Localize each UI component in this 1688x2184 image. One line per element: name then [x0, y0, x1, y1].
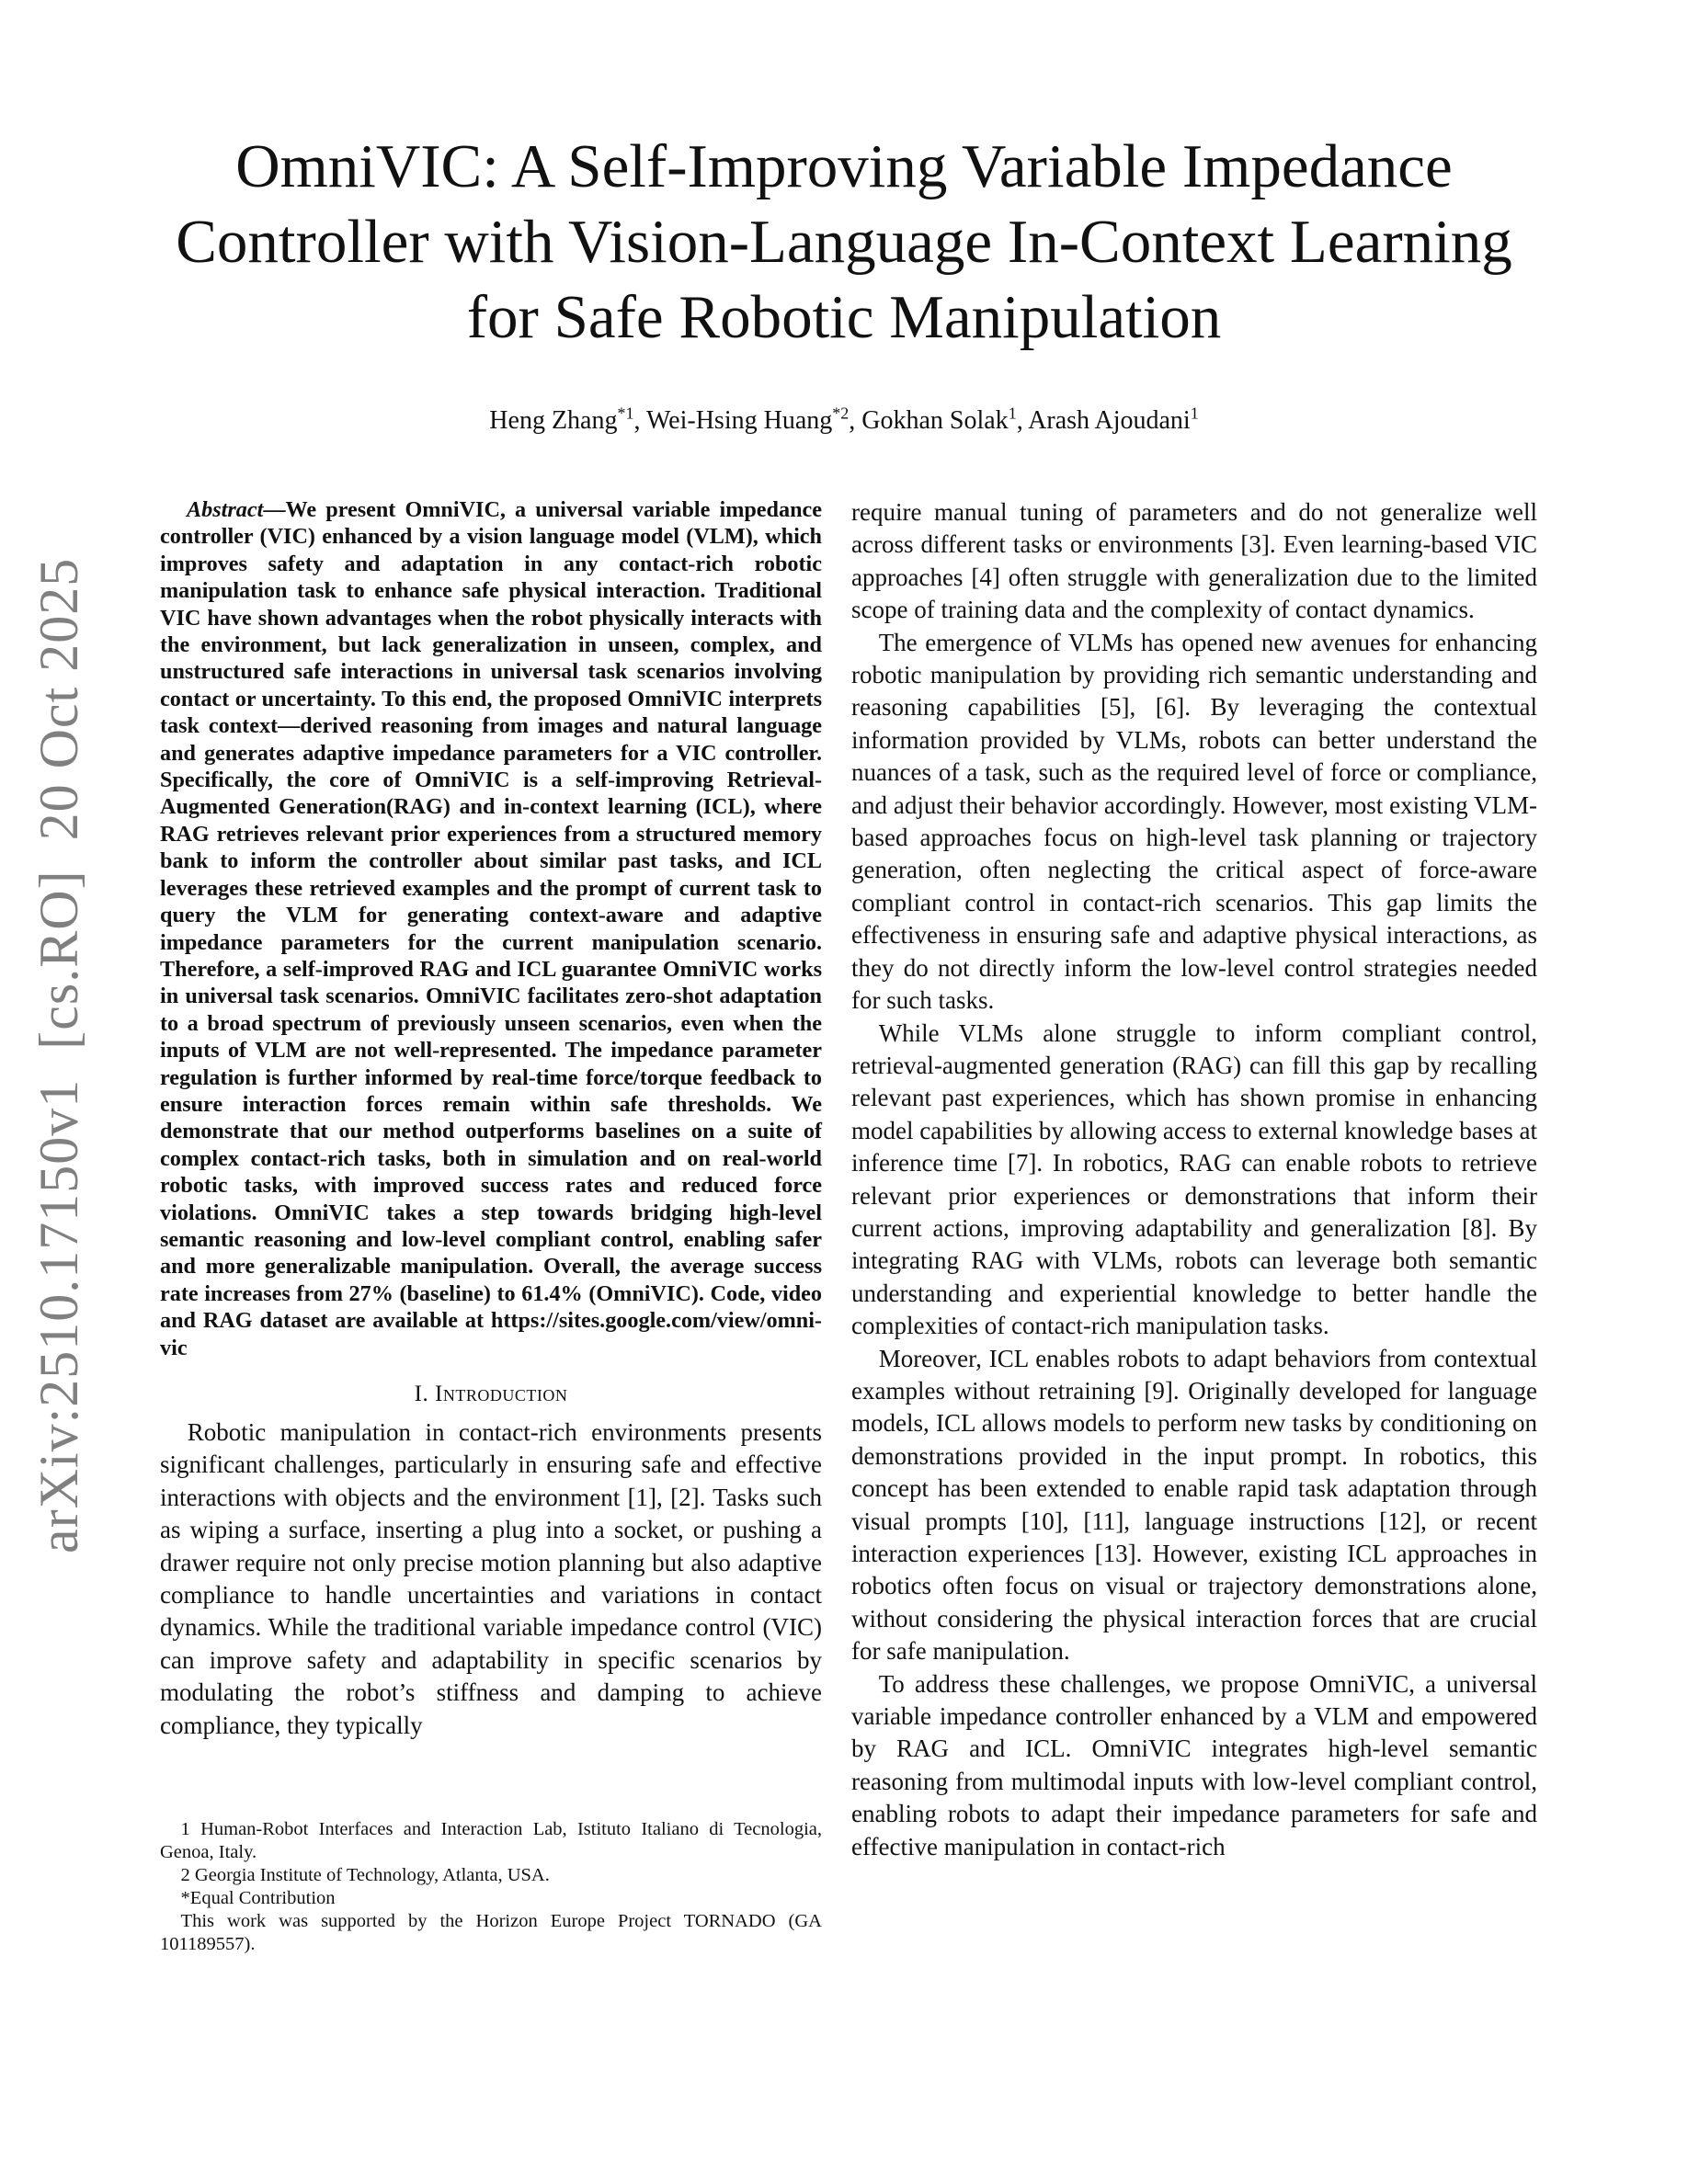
footnote: 1 Human-Robot Interfaces and Interaction Lab, Istituto Italiano di Tecnologia, Genoa, Italy. — [160, 1819, 822, 1862]
left-column — [160, 496, 822, 1742]
author: Heng Zhang$^{*1}$ — [489, 404, 634, 436]
paragraph: Moreover, ICL enables robots to adapt behaviors from contextual examples without retraining [9]. Originally developed for language models, ICL allows models to perform new tasks by conditioning on demonstrations provided in the input prompt. In robotics, this concept has been extended to enable rapid task adaptation through visual prompts [10], [11], language instructions [12], or recent interaction experiences [13]. However, existing ICL approaches in robotics often focus on visual or trajectory demonstrations alone, without considering the physical interaction forces that are crucial for safe manipulation. — [851, 1344, 1537, 1666]
abstract-label: Abstract — [187, 497, 264, 522]
paragraph: To address these challenges, we propose OmniVIC, a universal variable impedance controller enhanced by a VLM and empowered by RAG and ICL. OmniVIC integrates high-level semantic reasoning from multimodal inputs with low-level compliant control, enabling robots to adapt their impedance parameters for safe and effective manipulation in contact-rich — [851, 1669, 1537, 1860]
section-heading: I. Introduction — [414, 1382, 568, 1406]
paragraph: The emergence of VLMs has opened new avenues for enhancing robotic manipulation by providing rich semantic understanding and reasoning capabilities [5], [6]. By leveraging the contextual information provided by VLMs, robots can better understand the nuances of a task, such as the required level of force or compliance, and adjust their behavior accordingly. However, most existing VLM-based approaches focus on high-level task planning or trajectory generation, often neglecting the critical aspect of force-aware compliant control in contact-rich scenarios. This gap limits the effectiveness in ensuring safe and adaptive physical interactions, as they do not directly inform the low-level control strategies needed for such tasks. — [851, 628, 1537, 1015]
footnote: 2 Georgia Institute of Technology, Atlanta, USA. — [180, 1865, 550, 1885]
right-column — [851, 496, 1537, 1863]
paragraph: Robotic manipulation in contact-rich environments presents significant challenges, particularly in ensuring safe and effective interactions with objects and the environment [1], [2]. Tasks such as wiping a surface, inserting a plug into a socket, or pushing a drawer require not only precise motion planning but also adaptive compliance to handle uncertainties and variations in contact dynamics. While the traditional variable impedance control (VIC) can improve safety and adaptability in specific scenarios by modulating the robot’s stiffness and damping to achieve compliance, they typically — [160, 1418, 822, 1739]
abstract — [160, 496, 822, 1361]
footnote: This work was supported by the Horizon Europe Project TORNADO (GA 101189557). — [160, 1911, 822, 1954]
paragraph: require manual tuning of parameters and do not generalize well across different tasks or environments [3]. Even learning-based VIC approaches [4] often struggle with generalization due to the limited scope of training data and the complexity of contact dynamics. — [851, 498, 1537, 624]
footnote: *Equal Contribution — [180, 1888, 336, 1908]
arxiv-stamp: arXiv:2510.17150v1 [cs.RO] 20 Oct 2025 — [29, 557, 89, 1553]
author-list: Heng Zhang$^{*1}$, Wei-Hsing Huang$^{*2}$, Gokhan Solak$^1$, Arash Ajoudani$^1$ — [489, 404, 1199, 436]
author: Gokhan Solak$^1$ — [861, 404, 1017, 436]
author: Arash Ajoudani$^1$ — [1028, 404, 1199, 436]
paper-title: OmniVIC: A Self-Improving Variable Impedance Controller with Vision-Language In-Context Learning for Safe Robotic Manipulation — [176, 132, 1512, 351]
author: Wei-Hsing Huang$^{*2}$ — [645, 404, 850, 436]
footnotes — [160, 1818, 822, 1956]
paragraph: While VLMs alone struggle to inform compliant control, retrieval-augmented generation (RAG) can fill this gap by recalling relevant past experiences, which has shown promise in enhancing model capabilities by allowing access to external knowledge bases at inference time [7]. In robotics, RAG can enable robots to retrieve relevant prior experiences or demonstrations that inform their current actions, improving adaptability and generalization [8]. By integrating RAG with VLMs, robots can leverage both semantic understanding and experiential knowledge to better handle the complexities of contact-rich manipulation tasks. — [851, 1018, 1538, 1340]
abstract-text: —We present OmniVIC, a universal variable impedance controller (VIC) enhanced by a vision language model (VLM), which improves safety and adaptation in any contact-rich robotic manipulation task to enhance safe physical interaction. Traditional VIC have shown advantages when the robot physically interacts with the environment, but lack generalization in unseen, complex, and unstructured safe interactions in universal task scenarios involving contact or uncertainty. To this end, the proposed OmniVIC interprets task context—derived reasoning from images and natural language and generates adaptive impedance parameters for a VIC controller. Specifically, the core of OmniVIC is a self-improving Retrieval-Augmented Generation(RAG) and in-context learning (ICL), where RAG retrieves relevant prior experiences from a structured memory bank to inform the controller about similar past tasks, and ICL leverages these retrieved examples and the prompt of current task to query the VLM for generating context-aware and adaptive impedance parameters for the current manipulation scenario. Therefore, a self-improved RAG and ICL guarantee OmniVIC works in universal task scenarios. OmniVIC facilitates zero-shot adaptation to a broad spectrum of previously unseen scenarios, even when the inputs of VLM are not well-represented. The impedance parameter regulation is further informed by real-time force/torque feedback to ensure interaction forces remain within safe thresholds. We demonstrate that our method outperforms baselines on a suite of complex contact-rich tasks, both in simulation and on real-world robotic tasks, with improved success rates and reduced force violations. OmniVIC takes a step towards bridging high-level semantic reasoning and low-level compliant control, enabling safer and more generalizable manipulation. Overall, the average success rate increases from 27% (baseline) to 61.4% (OmniVIC). Code, video and RAG dataset are available at https://sites.google.com/view/omni-vic — [160, 497, 822, 1360]
